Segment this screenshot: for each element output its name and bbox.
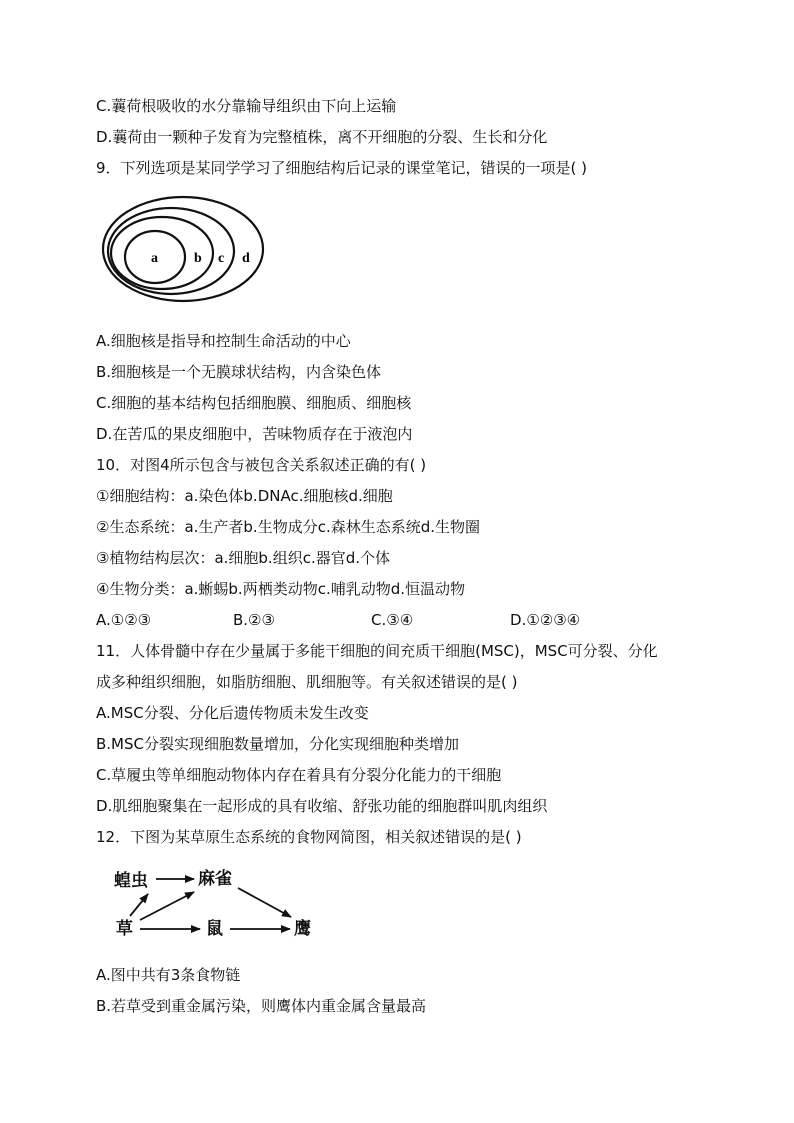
- q9-option-d: D.在苦瓜的果皮细胞中，苦味物质存在于液泡内: [96, 425, 413, 443]
- q11-option-c: C.草履虫等单细胞动物体内存在着具有分裂分化能力的干细胞: [96, 766, 502, 784]
- node-mouse: 鼠: [206, 919, 223, 939]
- q11-option-a: A.MSC分裂、分化后遗传物质未发生改变: [96, 704, 369, 722]
- q10-option-a: A.①②③: [96, 611, 152, 629]
- q10-item-4: ④生物分类：a.蜥蜴b.两栖类动物c.哺乳动物d.恒温动物: [96, 580, 466, 598]
- label-c: c: [218, 251, 225, 266]
- q10-item-2: ②生态系统：a.生产者b.生物成分c.森林生态系统d.生物圈: [96, 518, 481, 536]
- q11-option-b: B.MSC分裂实现细胞数量增加，分化实现细胞种类增加: [96, 735, 459, 753]
- q10-option-b: B.②③: [233, 611, 275, 629]
- q8-option-d: D.蘘荷由一颗种子发育为完整植株，离不开细胞的分裂、生长和分化: [96, 128, 548, 146]
- q12-option-a: A.图中共有3条食物链: [96, 966, 241, 984]
- q9-option-b: B.细胞核是一个无膜球状结构，内含染色体: [96, 363, 382, 381]
- q11-stem-line1: 11．人体骨髓中存在少量属于多能干细胞的间充质干细胞(MSC)，MSC可分裂、分化: [96, 642, 658, 660]
- q10-option-d: D.①②③④: [510, 611, 581, 629]
- q9-option-a: A.细胞核是指导和控制生命活动的中心: [96, 332, 351, 350]
- arrow-sparrow-eagle: [238, 888, 291, 917]
- node-sparrow: 麻雀: [198, 869, 232, 889]
- label-d: d: [242, 251, 250, 266]
- q9-stem: 9．下列选项是某同学学习了细胞结构后记录的课堂笔记，错误的一项是( ): [96, 159, 588, 177]
- nested-ellipses-diagram: [100, 195, 270, 305]
- node-grass: 草: [116, 919, 133, 939]
- arrow-grass-grasshopper: [130, 894, 148, 916]
- node-eagle: 鹰: [294, 919, 311, 939]
- q11-stem-line2: 成多种组织细胞，如脂肪细胞、肌细胞等。有关叙述错误的是( ): [96, 673, 518, 691]
- q9-option-c: C.细胞的基本结构包括细胞膜、细胞质、细胞核: [96, 394, 412, 412]
- q10-item-3: ③植物结构层次：a.细胞b.组织c.器官d.个体: [96, 549, 391, 567]
- ellipse-c: [108, 208, 234, 294]
- food-web-diagram: [108, 860, 328, 945]
- q10-option-c: C.③④: [371, 611, 414, 629]
- q12-option-b: B.若草受到重金属污染，则鹰体内重金属含量最高: [96, 997, 427, 1015]
- arrow-grass-sparrow: [140, 892, 194, 920]
- q8-option-c: C.蘘荷根吸收的水分靠输导组织由下向上运输: [96, 97, 397, 115]
- q12-stem: 12．下图为某草原生态系统的食物网简图，相关叙述错误的是( ): [96, 828, 522, 846]
- label-b: b: [194, 251, 202, 266]
- q10-stem: 10．对图4所示包含与被包含关系叙述正确的有( ): [96, 456, 427, 474]
- q10-item-1: ①细胞结构：a.染色体b.DNAc.细胞核d.细胞: [96, 487, 393, 505]
- label-a: a: [151, 251, 158, 266]
- node-grasshopper: 蝗虫: [114, 871, 148, 891]
- q11-option-d: D.肌细胞聚集在一起形成的具有收缩、舒张功能的细胞群叫肌肉组织: [96, 797, 548, 815]
